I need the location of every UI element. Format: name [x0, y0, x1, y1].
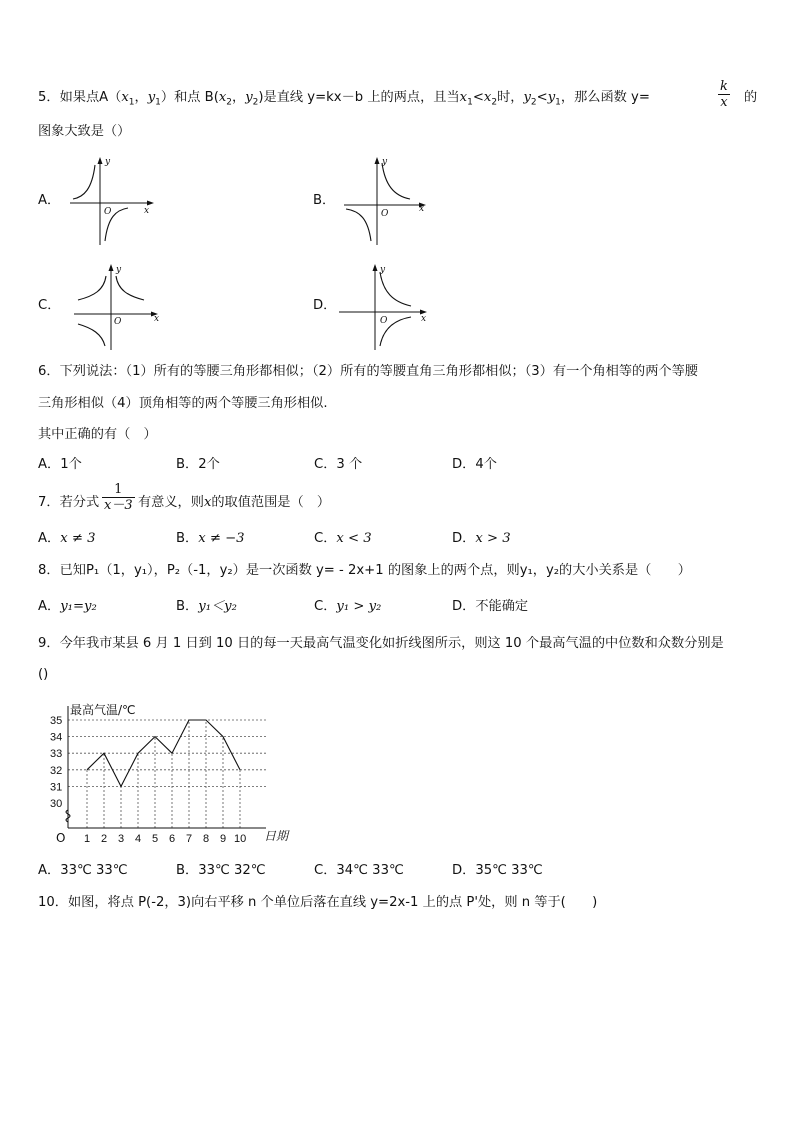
q5-y1: y	[147, 90, 156, 105]
hyperbola-branch-right-upper	[380, 272, 411, 306]
q5-frac-den: x	[720, 95, 728, 110]
q9-option-c[interactable]: C．34℃ 33℃	[314, 863, 404, 878]
x-tick-label-2: 2	[101, 833, 108, 845]
q7-option-c[interactable]	[314, 529, 372, 549]
x-axis-label: x	[154, 314, 160, 324]
q7-frac-den: x－3	[104, 498, 133, 513]
x-tick-label-5: 5	[152, 833, 159, 845]
hyperbola-branch-left	[346, 209, 371, 241]
q6-line2: 三角形相似（4）顶角相等的两个等腰三角形相似.	[38, 396, 328, 411]
q5-cond-x: x	[459, 90, 468, 105]
q5-y2-sub: 2	[252, 97, 259, 108]
q5-number: 5．	[38, 90, 60, 105]
x-axis-label: 日期	[264, 829, 289, 843]
q5-option-d-label: D．	[313, 298, 337, 313]
q5-text-a: 如果点A（	[59, 90, 122, 105]
q9-line1: 9．今年我市某县 6 月 1 日到 10 日的每一天最高气温变化如折线图所示，则这 10 个最高气温的中位数和众数分别是	[38, 636, 724, 651]
q8-option-b-label: B．	[176, 599, 199, 614]
q7-var: x	[203, 495, 212, 510]
q5-graph-a	[66, 155, 166, 247]
chart-axes	[66, 706, 266, 828]
q5-line1	[38, 88, 650, 113]
x-tick-label-1: 1	[84, 833, 91, 845]
q9-option-b[interactable]: B．33℃ 32℃	[176, 863, 266, 878]
q5-cond-y: y	[523, 90, 531, 105]
q6-option-d[interactable]: D．4个	[452, 457, 497, 472]
q5-cond-y1: y	[547, 90, 556, 105]
q5-line2: 图象大致是（）	[38, 124, 131, 139]
q5-cond-y1-sub: 1	[555, 97, 561, 108]
q6-line3: 其中正确的有（ ）	[38, 427, 157, 442]
y-axis-label: y	[105, 157, 111, 167]
q5-cond-x2: x	[483, 90, 492, 105]
chart-title: 最高气温/℃	[70, 703, 136, 717]
x-tick-label-4: 4	[135, 833, 142, 845]
q8-option-d[interactable]	[452, 597, 528, 617]
q5-option-a-label: A．	[38, 193, 61, 208]
chart-labels	[50, 702, 290, 845]
q5-sep2: ，	[232, 90, 246, 105]
q5-text-f: 的	[744, 90, 758, 105]
q5-y2: y	[245, 90, 253, 105]
x-tick-label-7: 7	[186, 833, 193, 845]
chart-origin-label: O	[56, 831, 66, 845]
x-tick-label-9: 9	[220, 833, 227, 845]
q6-option-b[interactable]: B．2个	[176, 457, 220, 472]
q5-text-c: )是直线 y=kx－b 上的两点，且当	[258, 90, 460, 105]
y-axis-arrow	[109, 264, 114, 271]
x-axis-label: x	[419, 204, 425, 214]
q7-option-b-label: B．	[176, 531, 199, 546]
q7-option-d-expr: x > 3	[475, 531, 511, 546]
q8-option-b-expr: y₁＜y₂	[198, 599, 237, 614]
temperature-line-chart	[40, 698, 300, 850]
q9-line2: ()	[38, 667, 49, 682]
q8-option-a-expr: y₁=y₂	[60, 599, 97, 614]
q6-line1: 6．下列说法：（1）所有的等腰三角形都相似；（2）所有的等腰直角三角形都相似；（3）有一个角相等的两个等腰	[38, 364, 698, 379]
q7-line	[38, 493, 99, 513]
x-tick-label-6: 6	[169, 833, 176, 845]
q7-option-c-label: C．	[314, 531, 337, 546]
q5-graph-b	[340, 155, 440, 247]
origin-label: O	[380, 316, 388, 326]
q5-graph-d	[335, 260, 435, 352]
q7-post-b: 的取值范围是（ ）	[211, 495, 331, 510]
hyperbola-branch-lower	[78, 324, 105, 346]
q7-option-c-expr: x < 3	[336, 531, 372, 546]
origin-label: O	[381, 209, 389, 219]
q8-option-a-label: A．	[38, 599, 61, 614]
y-axis-arrow	[373, 264, 378, 271]
q5-frac-num: k	[720, 79, 728, 94]
q7-option-a-expr: x ≠ 3	[60, 531, 96, 546]
q9-option-d[interactable]: D．35℃ 33℃	[452, 863, 543, 878]
q7-option-a-label: A．	[38, 531, 61, 546]
q5-cond-y-sub: 2	[530, 97, 537, 108]
q9-option-a[interactable]: A．33℃ 33℃	[38, 863, 128, 878]
q7-fraction	[102, 482, 135, 513]
q5-option-c-label: C．	[38, 298, 61, 313]
chart-grid	[68, 720, 266, 828]
q5-text-d: 时，	[497, 90, 524, 105]
q5-x1-sub: 1	[128, 97, 135, 108]
q8-option-c-expr: y₁ > y₂	[336, 599, 382, 614]
q5-x2: x	[218, 90, 227, 105]
x-tick-label-8: 8	[203, 833, 210, 845]
y-tick-label-34: 34	[50, 731, 63, 744]
y-axis-label: y	[116, 265, 122, 275]
y-axis-arrow	[375, 157, 380, 164]
hyperbola-branch-right	[382, 163, 410, 199]
q5-cond-lt2: <	[536, 90, 548, 105]
q5-text-b: ）和点 B(	[160, 90, 219, 105]
y-axis-label: y	[380, 265, 386, 275]
origin-label: O	[104, 207, 112, 217]
q5-sep1: ，	[134, 90, 148, 105]
q10-text: 10．如图，将点 P(-2，3)向右平移 n 个单位后落在直线 y=2x-1 上的点 P'处，则 n 等于( )	[38, 895, 598, 910]
q6-option-c[interactable]: C．3 个	[314, 457, 363, 472]
q5-option-b-label: B．	[313, 193, 336, 208]
y-tick-label-35: 35	[50, 715, 63, 727]
y-tick-label-30: 30	[50, 798, 63, 810]
x-axis-arrow	[147, 201, 154, 206]
x-tick-label-3: 3	[118, 833, 125, 845]
q5-text-e: ，那么函数 y=	[560, 90, 650, 105]
q5-graph-c	[66, 260, 166, 352]
y-axis-arrow	[98, 157, 103, 164]
q8-option-a[interactable]	[38, 597, 97, 617]
origin-label: O	[114, 317, 122, 327]
q5-cond-lt: <	[472, 90, 484, 105]
q5-graph-a-axes	[70, 161, 150, 245]
x-tick-label-10: 10	[234, 833, 247, 845]
y-tick-label-33: 33	[50, 748, 63, 761]
q7-frac-num: 1	[102, 482, 135, 498]
q7-post-a: 有意义，则	[138, 495, 204, 510]
q7-option-d-label: D．	[452, 531, 476, 546]
q8-option-b[interactable]	[176, 597, 237, 617]
q8-option-d-label: D．不能确定	[452, 599, 529, 614]
y-tick-label-32: 32	[50, 764, 63, 777]
y-axis-label: y	[382, 157, 388, 167]
q8-option-c-label: C．	[314, 599, 337, 614]
q5-cond-x2-sub: 2	[491, 97, 498, 108]
q6-option-a[interactable]: A．1个	[38, 457, 82, 472]
q5-x1: x	[121, 90, 129, 105]
q5-fraction	[718, 79, 730, 110]
q7-option-a[interactable]	[38, 529, 95, 549]
y-tick-label-31: 31	[50, 781, 63, 794]
q7-pre: 7．若分式	[38, 495, 100, 510]
x-axis-label: x	[144, 206, 150, 216]
q8-option-c[interactable]	[314, 597, 381, 617]
q7-option-b[interactable]	[176, 529, 245, 549]
q8-text: 8．已知P₁（1，y₁），P₂（-1，y₂）是一次函数 y= - 2x+1 的图象上的两个点，则y₁，y₂的大小关系是（ ）	[38, 563, 691, 578]
q5-x2-sub: 2	[226, 97, 233, 108]
q7-option-b-expr: x ≠ −3	[198, 531, 245, 546]
q7-option-d[interactable]	[452, 529, 511, 549]
q7-post	[138, 493, 330, 513]
hyperbola-branch-left	[73, 165, 95, 199]
x-axis-label: x	[421, 314, 427, 324]
q5-y1-sub: 1	[155, 97, 161, 108]
q5-cond-x-sub: 1	[467, 97, 473, 108]
